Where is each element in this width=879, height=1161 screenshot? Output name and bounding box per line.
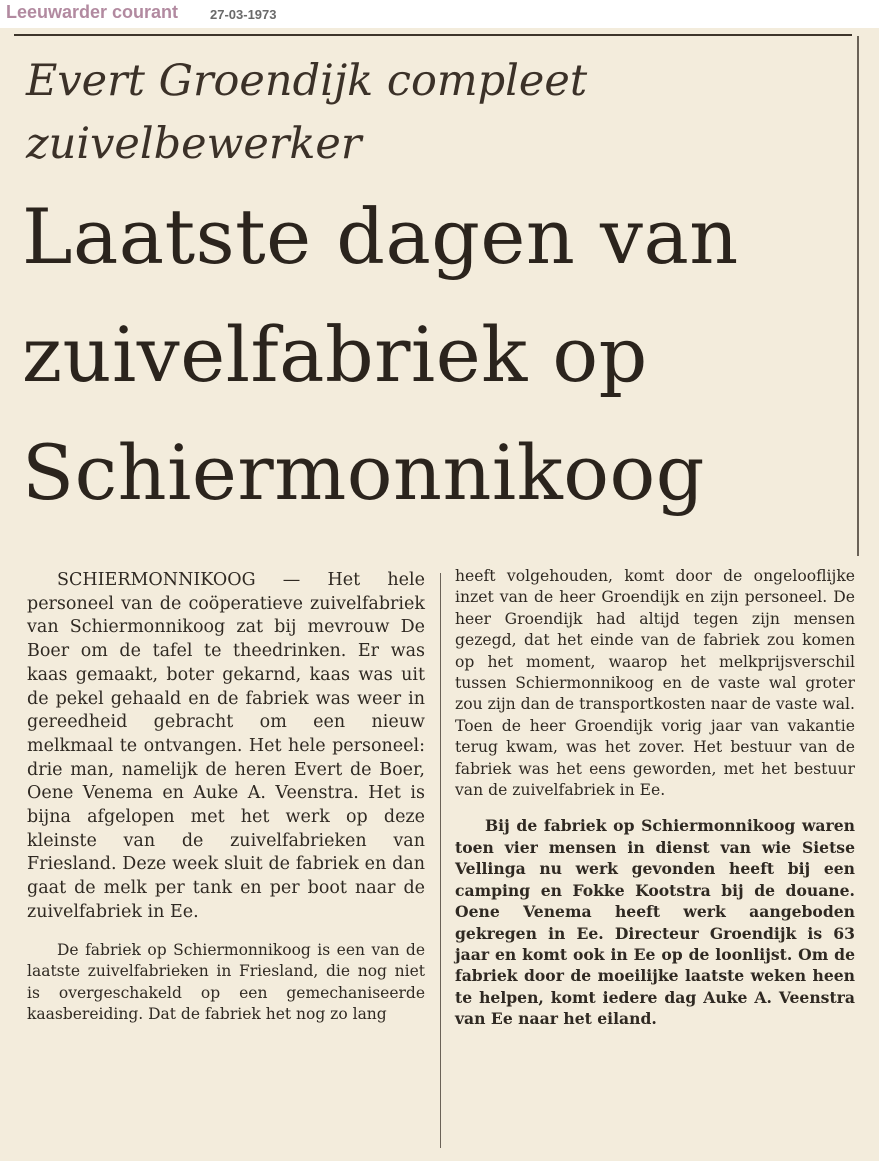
right-paragraph-1: heeft volgehouden, komt door de ongelooflijke inzet van de heer Groendijk en zijn personeel. De heer Groendijk had altijd tegen zijn mensen gezegd, dat het einde van de fabriek zou komen op het moment, waarop het melkprijsverschil tussen Schiermonnikoog en de vaste wal groter zou zijn dan de transportkosten naar de vaste wal. Toen de heer Groendijk vorig jaar van vakantie terug kwam, was het zover. Het bestuur van de fabriek was het eens geworden, met het bestuur van de zuivelfabriek in Ee. [455,567,855,800]
right-rule [857,36,859,556]
left-column [27,569,425,1026]
right-paragraph-2: Bij de fabriek op Schiermonnikoog waren toen vier mensen in dienst van wie Sietse Vellinga nu werk gevonden heeft bij een camping en Fokke Kootstra bij de douane. Oene Venema heeft werk aangeboden gekregen in Ee. Directeur Groendijk is 63 jaar en komt ook in Ee op de loonlijst. Om de fabriek door de moeilijke laatste weken heen te helpen, komt iedere dag Auke A. Veenstra van Ee naar het eiland. [455,816,855,1029]
left-paragraph-2: De fabriek op Schiermonnikoog is een van de laatste zuivelfabrieken in Friesland, die nog niet is overgeschakeld op een gemechaniseerde kaasbereiding. Dat de fabriek het nog zo lang [27,940,425,1024]
article-headline: Laatste dagen van zuivelfabriek op Schiermonnikoog [22,192,739,517]
newspaper-clipping [0,28,879,1161]
right-column [455,566,855,1030]
publication-date: 27-03-1973 [210,7,277,22]
article-kicker: Evert Groendijk compleet zuivelbewerker [26,56,588,169]
masthead [0,0,879,28]
top-rule [14,34,852,36]
column-rule [440,573,441,1148]
left-paragraph-1: SCHIERMONNIKOOG — Het hele personeel van de coöperatieve zuivelfabriek van Schiermonnikoog zat bij mevrouw De Boer om de tafel te theedrinken. Er was kaas gemaakt, boter gekarnd, kaas was uit de pekel gehaald en de fabriek was weer in gereedheid gebracht om een nieuw melkmaal te ontvangen. Het hele personeel: drie man, namelijk de heren Evert de Boer, Oene Venema en Auke A. Veenstra. Het is bijna afgelopen met het werk op deze kleinste van de zuivelfabrieken van Friesland. Deze week sluit de fabriek en dan gaat de melk per tank en per boot naar de zuivelfabriek in Ee. [27,570,425,922]
newspaper-name: Leeuwarder courant [6,2,179,22]
